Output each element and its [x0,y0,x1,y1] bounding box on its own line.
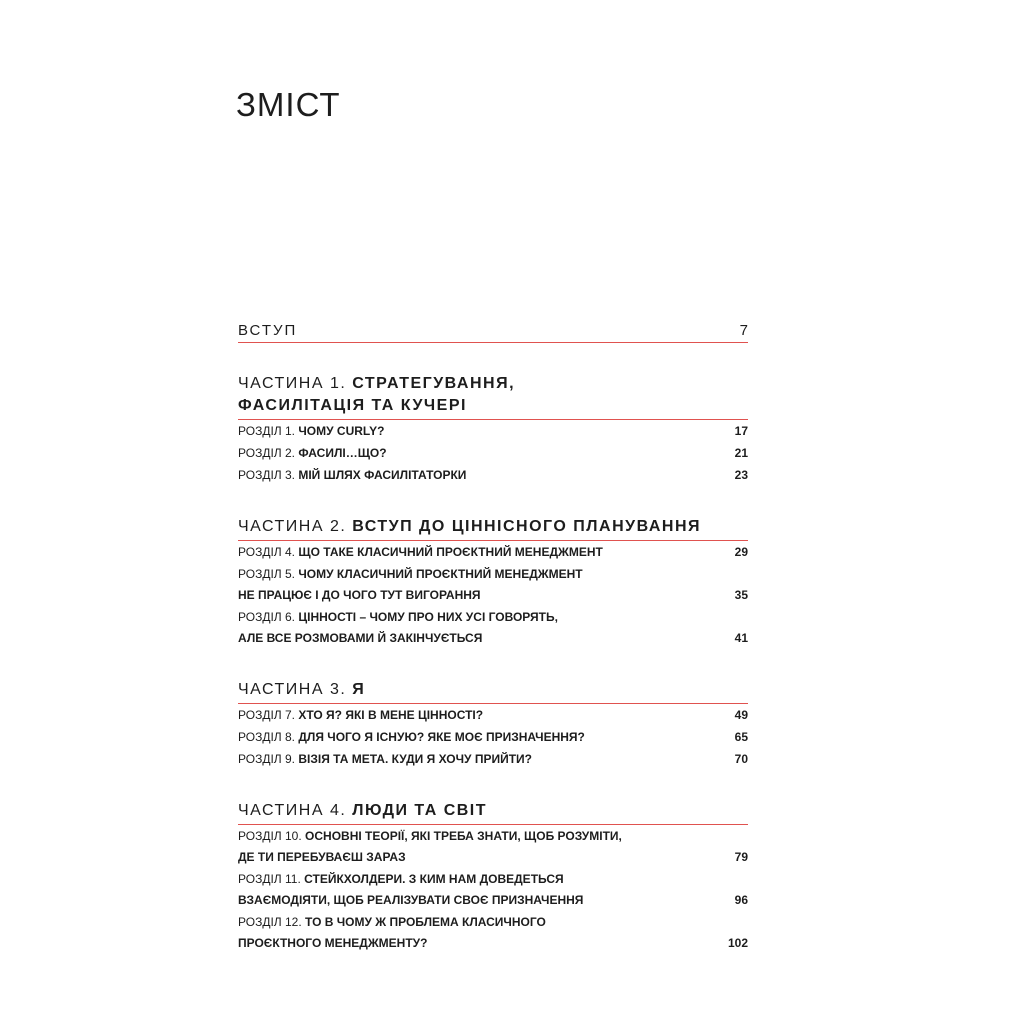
chapter-title-line2: ПРОЄКТНОГО МЕНЕДЖМЕНТУ? [238,936,428,950]
chapter-label: РОЗДІЛ 10. [238,829,302,843]
chapter-title-line2: НЕ ПРАЦЮЄ І ДО ЧОГО ТУТ ВИГОРАННЯ [238,588,481,602]
chapter-9[interactable] [238,749,748,770]
chapter-page-number: 96 [734,893,748,907]
part-4-prefix: ЧАСТИНА 4. [238,802,347,819]
chapter-10[interactable] [238,826,748,868]
chapter-title-line2: ДЕ ТИ ПЕРЕБУВАЄШ ЗАРАЗ [238,850,406,864]
chapter-page-number: 102 [727,936,748,950]
chapter-label: РОЗДІЛ 1. [238,424,295,438]
chapter-title: МІЙ ШЛЯХ ФАСИЛІТАТОРКИ [298,468,467,482]
chapter-title-line2: ВЗАЄМОДІЯТИ, ЩОБ РЕАЛІЗУВАТИ СВОЄ ПРИЗНАЧЕННЯ [238,893,584,907]
chapter-6[interactable] [238,607,748,649]
chapter-label: РОЗДІЛ 4. [238,545,295,559]
chapter-title: ЧОМУ CURLY? [298,424,385,438]
chapter-5[interactable] [238,564,748,606]
chapter-page-number: 21 [734,446,748,460]
intro-label: ВСТУП [238,322,298,339]
part-4 [238,800,748,954]
part-2 [238,516,748,649]
part-2-heading[interactable] [238,516,748,541]
chapter-label: РОЗДІЛ 6. [238,610,295,624]
chapter-page-number: 79 [734,850,748,864]
chapter-title: СТЕЙКХОЛДЕРИ. З КИМ НАМ ДОВЕДЕТЬСЯ [304,872,564,886]
chapter-title-line2: АЛЕ ВСЕ РОЗМОВАМИ Й ЗАКІНЧУЄТЬСЯ [238,631,483,645]
chapter-12[interactable] [238,912,748,954]
chapter-page-number: 49 [734,708,748,722]
chapter-label: РОЗДІЛ 5. [238,567,295,581]
chapter-title: ХТО Я? ЯКІ В МЕНЕ ЦІННОСТІ? [298,708,484,722]
chapter-page-number: 41 [734,631,748,645]
chapter-page-number: 23 [734,468,748,482]
chapter-7[interactable] [238,705,748,726]
part-1-prefix: ЧАСТИНА 1. [238,375,347,392]
part-3-prefix: ЧАСТИНА 3. [238,681,347,698]
chapter-4[interactable] [238,542,748,563]
part-2-prefix: ЧАСТИНА 2. [238,518,347,535]
chapter-title: ВІЗІЯ ТА МЕТА. КУДИ Я ХОЧУ ПРИЙТИ? [298,752,533,766]
chapter-page-number: 70 [734,752,748,766]
chapter-page-number: 29 [734,545,748,559]
part-1-name-line2: ФАСИЛІТАЦІЯ ТА КУЧЕРІ [238,397,467,414]
chapter-8[interactable] [238,727,748,748]
chapter-title: ЧОМУ КЛАСИЧНИЙ ПРОЄКТНИЙ МЕНЕДЖМЕНТ [298,567,583,581]
chapter-label: РОЗДІЛ 3. [238,468,295,482]
part-3-name: Я [352,681,366,698]
chapter-label: РОЗДІЛ 2. [238,446,295,460]
part-3-heading[interactable] [238,679,748,704]
part-1-name-line1: СТРАТЕГУВАННЯ, [352,375,516,392]
chapter-label: РОЗДІЛ 11. [238,872,301,886]
part-4-heading[interactable] [238,800,748,825]
chapter-page-number: 65 [734,730,748,744]
toc-entry-intro[interactable] [238,322,748,343]
chapter-1[interactable] [238,421,748,442]
chapter-label: РОЗДІЛ 8. [238,730,295,744]
chapter-page-number: 35 [734,588,748,602]
chapter-11[interactable] [238,869,748,911]
part-1-heading[interactable] [238,373,748,420]
part-2-name: ВСТУП ДО ЦІННІСНОГО ПЛАНУВАННЯ [352,518,702,535]
part-4-name: ЛЮДИ ТА СВІТ [352,802,488,819]
part-1 [238,373,748,486]
part-3 [238,679,748,770]
chapter-title: ТО В ЧОМУ Ж ПРОБЛЕМА КЛАСИЧНОГО [305,915,546,929]
chapter-title: ФАСИЛІ…ЩО? [298,446,387,460]
chapter-title: ЩО ТАКЕ КЛАСИЧНИЙ ПРОЄКТНИЙ МЕНЕДЖМЕНТ [298,545,603,559]
chapter-label: РОЗДІЛ 7. [238,708,295,722]
chapter-page-number: 17 [734,424,748,438]
chapter-title: ОСНОВНІ ТЕОРІЇ, ЯКІ ТРЕБА ЗНАТИ, ЩОБ РОЗУМІТИ, [305,829,622,843]
table-of-contents [238,322,748,954]
chapter-label: РОЗДІЛ 12. [238,915,302,929]
chapter-3[interactable] [238,465,748,486]
chapter-title: ДЛЯ ЧОГО Я ІСНУЮ? ЯКЕ МОЄ ПРИЗНАЧЕННЯ? [298,730,585,744]
chapter-2[interactable] [238,443,748,464]
page-title: ЗМІСТ [236,86,341,123]
chapter-title: ЦІННОСТІ – ЧОМУ ПРО НИХ УСІ ГОВОРЯТЬ, [298,610,558,624]
chapter-label: РОЗДІЛ 9. [238,752,295,766]
intro-page-number: 7 [739,322,748,339]
